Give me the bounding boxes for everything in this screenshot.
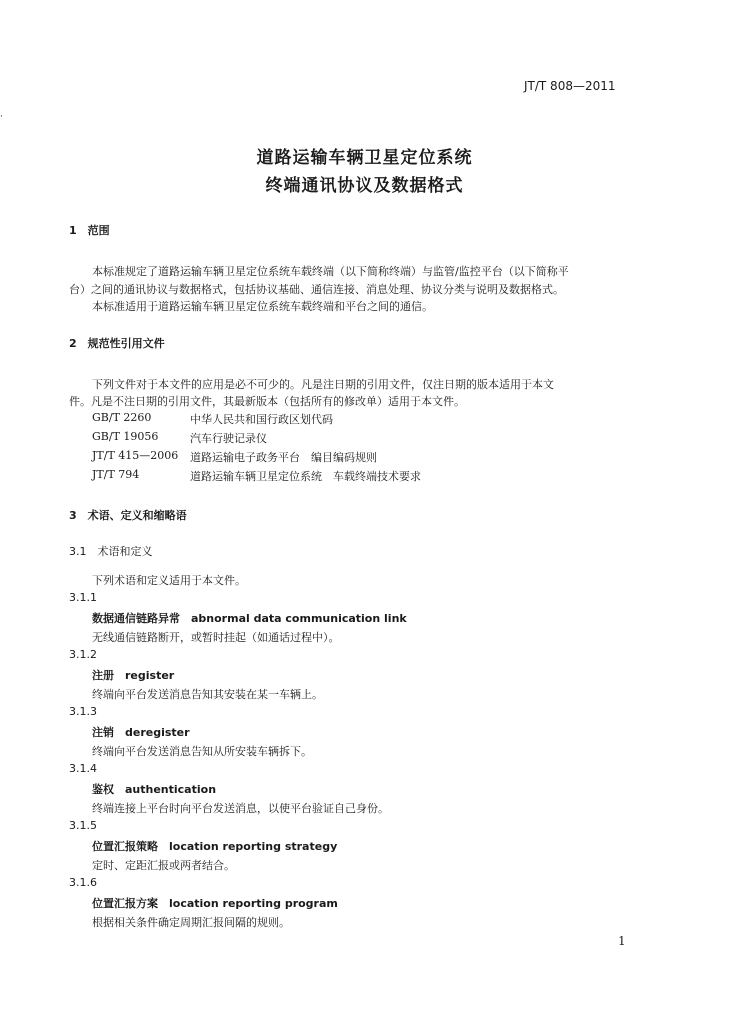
- reference-title: 道路运输车辆卫星定位系统 车载终端技术要求: [190, 470, 421, 483]
- section-3-heading: 3 术语、定义和缩略语: [69, 509, 187, 522]
- reference-code: GB/T 19056: [92, 430, 159, 443]
- title-line-1: 道路运输车辆卫星定位系统: [256, 148, 473, 168]
- term-name: 位置汇报方案 location reporting program: [92, 897, 338, 910]
- title-line-2: 终端通讯协议及数据格式: [265, 176, 464, 196]
- term-definition: 终端向平台发送消息告知从所安装车辆拆下。: [92, 745, 312, 758]
- term-definition: 终端向平台发送消息告知其安装在某一车辆上。: [92, 688, 323, 701]
- term-number: 3.1.6: [69, 876, 97, 889]
- section-2-paragraph-1: 下列文件对于本文件的应用是必不可少的。凡是注日期的引用文件，仅注日期的版本适用于本文: [92, 378, 554, 391]
- terms-intro: 下列术语和定义适用于本文件。: [92, 574, 246, 587]
- subsection-3-1-heading: 3.1 术语和定义: [69, 545, 153, 558]
- term-name: 数据通信链路异常 abnormal data communication link: [92, 612, 407, 625]
- term-definition: 终端连接上平台时向平台发送消息，以使平台验证自己身份。: [92, 802, 389, 815]
- term-number: 3.1.3: [69, 705, 97, 718]
- term-definition: 定时、定距汇报或两者结合。: [92, 859, 235, 872]
- term-name: 位置汇报策略 location reporting strategy: [92, 840, 338, 853]
- section-2-heading: 2 规范性引用文件: [69, 337, 165, 350]
- reference-code: JT/T 794: [92, 468, 140, 481]
- standard-code: JT/T 808—2011: [524, 79, 616, 93]
- term-number: 3.1.5: [69, 819, 97, 832]
- section-1-paragraph-1-cont: 台）之间的通讯协议与数据格式，包括协议基础、通信连接、消息处理、协议分类与说明及数据格式。: [69, 283, 564, 296]
- term-number: 3.1.1: [69, 591, 97, 604]
- page-number: 1: [618, 934, 626, 948]
- term-number: 3.1.4: [69, 762, 97, 775]
- reference-title: 汽车行驶记录仪: [190, 432, 267, 445]
- section-2-paragraph-1-cont: 件。凡是不注日期的引用文件，其最新版本（包括所有的修改单）适用于本文件。: [69, 395, 465, 408]
- reference-code: JT/T 415—2006: [92, 449, 179, 462]
- term-name: 注销 deregister: [92, 726, 190, 739]
- section-1-paragraph-2: 本标准适用于道路运输车辆卫星定位系统车载终端和平台之间的通信。: [92, 300, 433, 313]
- scan-edge-mark: ·: [0, 112, 3, 122]
- term-name: 注册 register: [92, 669, 175, 682]
- term-name: 鉴权 authentication: [92, 783, 217, 796]
- term-definition: 根据相关条件确定周期汇报间隔的规则。: [92, 916, 290, 929]
- section-1-heading: 1 范围: [69, 224, 110, 237]
- reference-title: 中华人民共和国行政区划代码: [190, 413, 333, 426]
- reference-title: 道路运输电子政务平台 编目编码规则: [190, 451, 377, 464]
- term-number: 3.1.2: [69, 648, 97, 661]
- reference-code: GB/T 2260: [92, 411, 152, 424]
- term-definition: 无线通信链路断开，或暂时挂起（如通话过程中）。: [92, 631, 340, 644]
- section-1-paragraph-1: 本标准规定了道路运输车辆卫星定位系统车载终端（以下简称终端）与监管/监控平台（以下简称平: [92, 265, 569, 278]
